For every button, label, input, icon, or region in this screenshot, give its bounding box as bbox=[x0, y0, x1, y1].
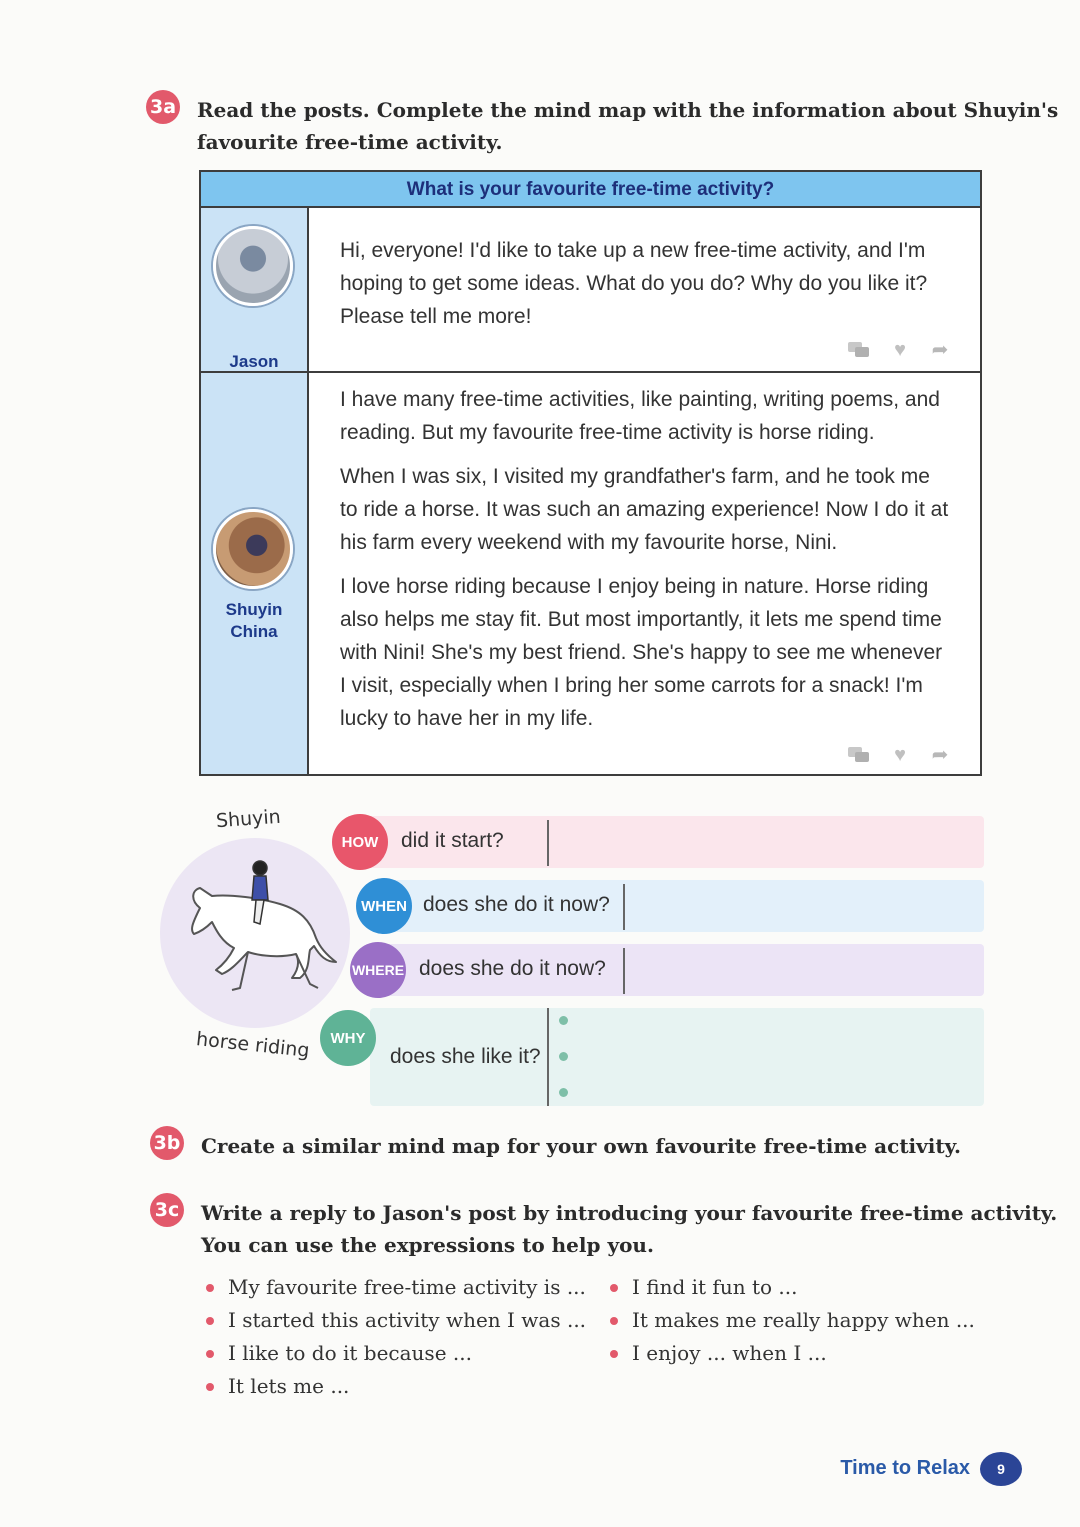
divider bbox=[623, 948, 625, 994]
task-3c bbox=[150, 1197, 1057, 1261]
post-author-panel bbox=[201, 208, 309, 371]
how-bubble: HOW bbox=[332, 814, 388, 870]
task-3a bbox=[146, 94, 1058, 158]
answer-field-how[interactable] bbox=[550, 816, 984, 868]
post-shuyin bbox=[201, 373, 980, 774]
avatar bbox=[213, 509, 293, 589]
mind-map-question: does she do it now? bbox=[423, 893, 610, 916]
unit-title: Time to Relax bbox=[840, 1457, 970, 1479]
post-actions bbox=[848, 340, 952, 360]
task-instruction bbox=[197, 94, 1058, 158]
post-content bbox=[309, 373, 980, 774]
post-author-panel bbox=[201, 373, 309, 774]
divider bbox=[547, 1008, 549, 1106]
mind-map-row-why bbox=[370, 1008, 984, 1106]
heart-icon[interactable]: ♥ bbox=[894, 744, 906, 766]
expression-item: I enjoy ... when I ... bbox=[606, 1337, 975, 1370]
post-text: Hi, everyone! I'd like to take up a new free-time activity, and I'm hoping to get some ideas. What do you do? Why do you like it? Please tell me more! bbox=[340, 239, 928, 328]
mind-map-center bbox=[160, 838, 350, 1028]
task-instruction: Create a similar mind map for your own favourite free-time activity. bbox=[201, 1134, 961, 1158]
expression-item: It lets me ... bbox=[202, 1370, 586, 1403]
answer-field-when[interactable] bbox=[626, 880, 984, 932]
forum-panel bbox=[199, 170, 982, 776]
post-content bbox=[309, 208, 980, 371]
mind-map-row-when bbox=[384, 880, 984, 932]
mind-map-question: does she like it? bbox=[390, 1045, 541, 1068]
task-3b bbox=[150, 1130, 961, 1162]
mind-map-question: does she do it now? bbox=[419, 957, 606, 980]
post-paragraph: When I was six, I visited my grandfather's farm, and he took me to ride a horse. It was such an amazing experience! Now I do it at his farm every weekend with my favourite horse, Nini. bbox=[340, 465, 949, 554]
post-actions bbox=[848, 745, 952, 765]
mind-map-top-label: Shuyin bbox=[215, 805, 282, 833]
share-icon[interactable]: ➦ bbox=[931, 339, 949, 361]
mind-map-row-how bbox=[360, 816, 984, 868]
task-badge: 3a bbox=[146, 90, 180, 124]
instruction-line: You can use the expressions to help you. bbox=[201, 1233, 654, 1257]
post-jason bbox=[201, 208, 980, 373]
why-bubble: WHY bbox=[320, 1010, 376, 1066]
expressions-list-left bbox=[202, 1271, 586, 1403]
mind-map-question: did it start? bbox=[401, 829, 504, 852]
mind-map-row-where bbox=[380, 944, 984, 996]
task-instruction bbox=[201, 1197, 1057, 1261]
expression-item: I like to do it because ... bbox=[202, 1337, 586, 1370]
task-badge: 3b bbox=[150, 1126, 184, 1160]
instruction-line: favourite free-time activity. bbox=[197, 130, 503, 154]
divider bbox=[623, 884, 625, 930]
divider bbox=[547, 820, 549, 866]
post-paragraph: I have many free-time activities, like painting, writing poems, and reading. But my favourite free-time activity is horse riding. bbox=[340, 388, 940, 444]
answer-field-why[interactable] bbox=[570, 1008, 984, 1106]
share-icon[interactable]: ➦ bbox=[931, 744, 949, 766]
heart-icon[interactable]: ♥ bbox=[894, 339, 906, 361]
post-paragraph: I love horse riding because I enjoy being in nature. Horse riding also helps me stay fit. But most importantly, it lets me spend time with Nini! She's my best friend. She's happy to see me whenever I visit, especially when I bring her some carrots for a snack! I'm lucky to have her in my life. bbox=[340, 575, 943, 730]
comment-icon[interactable] bbox=[848, 340, 872, 360]
horse-rider-illustration bbox=[160, 838, 350, 1028]
page-number: 9 bbox=[980, 1452, 1022, 1486]
bullet-dot bbox=[559, 1088, 568, 1097]
author-country: China bbox=[230, 622, 278, 641]
where-bubble: WHERE bbox=[350, 942, 406, 998]
instruction-line: Write a reply to Jason's post by introducing your favourite free-time activity. bbox=[201, 1201, 1058, 1225]
expression-item: It makes me really happy when ... bbox=[606, 1304, 975, 1337]
mind-map-bottom-label: horse riding bbox=[195, 1028, 311, 1062]
avatar bbox=[213, 226, 293, 306]
bullet-dot bbox=[559, 1052, 568, 1061]
expression-item: I started this activity when I was ... bbox=[202, 1304, 586, 1337]
author-name: Jason bbox=[229, 352, 279, 371]
expression-item: I find it fun to ... bbox=[606, 1271, 975, 1304]
expression-item: My favourite free-time activity is ... bbox=[202, 1271, 586, 1304]
when-bubble: WHEN bbox=[356, 878, 412, 934]
expressions-list-right bbox=[606, 1271, 975, 1370]
bullet-dot bbox=[559, 1016, 568, 1025]
forum-heading: What is your favourite free-time activity? bbox=[201, 172, 980, 208]
answer-field-where[interactable] bbox=[626, 944, 984, 996]
task-badge: 3c bbox=[150, 1193, 184, 1227]
author-name: Shuyin bbox=[225, 600, 283, 619]
instruction-line: Read the posts. Complete the mind map with the information about Shuyin's bbox=[197, 98, 1059, 122]
comment-icon[interactable] bbox=[848, 745, 872, 765]
